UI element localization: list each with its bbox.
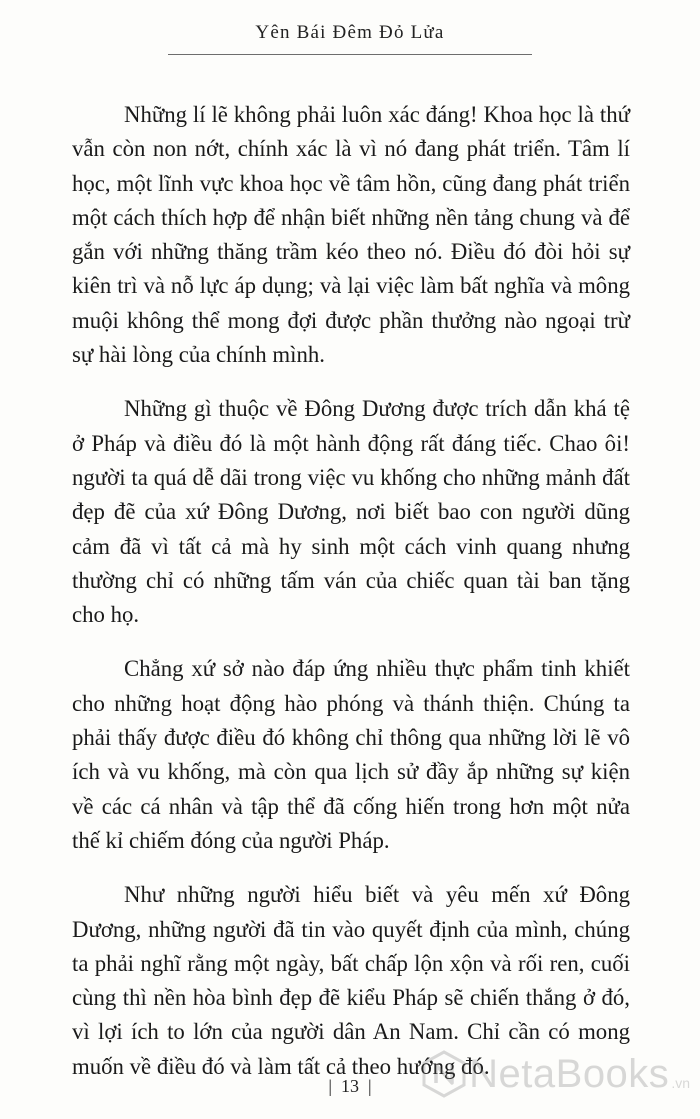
paragraph-4: Như những người hiểu biết và yêu mến xứ Đông Dương, những người đã tin vào quyết định của mình, chúng ta phải nghĩ rằng một ngày, bất chấp lộn xộn và rối ren, cuối cùng thì nền hòa bình đẹp đẽ kiểu Pháp sẽ chiến thắng ở đó, vì lợi ích to lớn của người dân An Nam. Chỉ cần có mong muốn về điều đó và làm tất cả theo hướng đó. [72,882,630,1079]
paragraph-2: Những gì thuộc về Đông Dương được trích dẫn khá tệ ở Pháp và điều đó là một hành động rất đáng tiếc. Chao ôi! người ta quá dễ dãi trong việc vu khống cho những mảnh đất đẹp đẽ của xứ Đông Dương, nơi biết bao con người dũng cảm đã vì tất cả mà hy sinh một cách vinh quang nhưng thường chỉ có những tấm ván của chiếc quan tài ban tặng cho họ. [72,396,630,628]
paragraph-3: Chẳng xứ sở nào đáp ứng nhiều thực phẩm tinh khiết cho những hoạt động hào phóng và thánh thiện. Chúng ta phải thấy được điều đó không chỉ thông qua những lời lẽ vô ích và vu khống, mà còn qua lịch sử đầy ắp những sự kiện về các cá nhân và tập thể đã cống hiến trong hơn một nửa thế kỉ chiếm đóng của người Pháp. [72,656,630,853]
watermark-tld: .vn [671,1075,690,1091]
paragraph-1: Những lí lẽ không phải luôn xác đáng! Khoa học là thứ vẫn còn non nớt, chính xác là vì nó đang phát triển. Tâm lí học, một lĩnh vực khoa học về tâm hồn, cũng đang phát triển một cách thích hợp để nhận biết những nền tảng chung và để gắn với những thăng trầm kéo theo nó. Điều đó đòi hỏi sự kiên trì và nỗ lực áp dụng; và lại việc làm bất nghĩa và mông muội không thể mong đợi được phần thưởng nào ngoại trừ sự hài lòng của chính mình. [72,102,630,368]
folio-bar-right: | [368,1076,372,1096]
page-number: 13 [341,1076,359,1096]
watermark-brand: NetaBooks [469,1051,670,1096]
running-header-title: Yên Bái Đêm Đỏ Lửa [255,22,445,43]
body-text [72,98,630,1104]
folio-bar-left: | [328,1076,332,1096]
watermark [419,1049,690,1099]
netabooks-logo-icon [419,1049,469,1099]
header-rule [168,54,532,55]
